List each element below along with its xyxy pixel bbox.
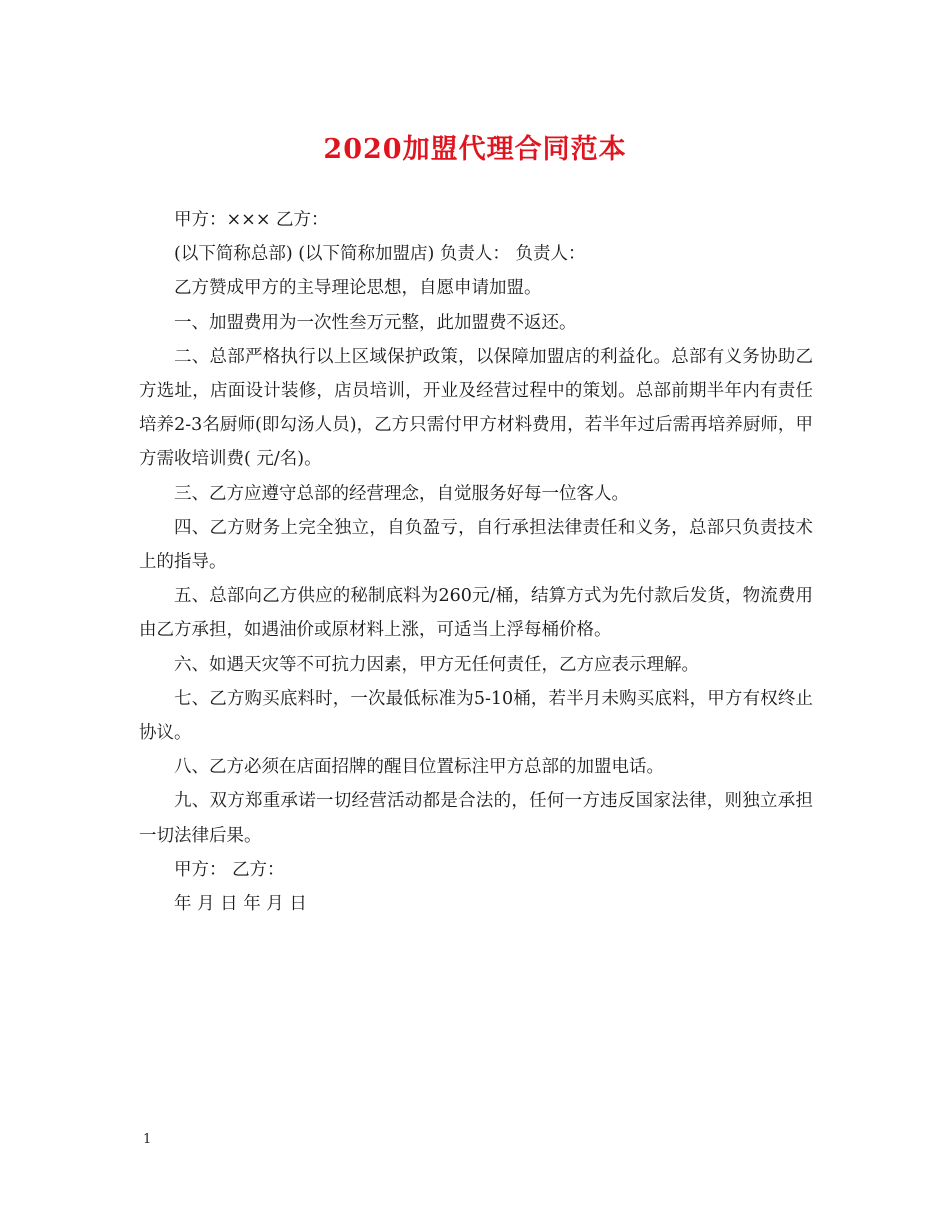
paragraph-clause-6: 六、如遇天灾等不可抗力因素，甲方无任何责任，乙方应表示理解。	[174, 654, 699, 675]
paragraph-signatures: 甲方： 乙方：	[174, 859, 285, 880]
paragraph-clause-4: 四、乙方财务上完全独立，自负盈亏，自行承担法律责任和义务，总部只负责技术上的指导。	[139, 517, 813, 573]
paragraph-clause-2: 二、总部严格执行以上区域保护政策，以保障加盟店的利益化。总部有义务协助乙方选址，店面设计装修，店员培训，开业及经营过程中的策划。总部前期半年内有责任培养2-3名厨师(即勾汤人员)，乙方只需付甲方材料费用，若半年过后需再培养厨师，甲方需收培训费( 元/名)。	[139, 346, 813, 470]
document-title: 2020加盟代理合同范本	[323, 134, 627, 165]
paragraph-intro: 乙方赞成甲方的主导理论思想，自愿申请加盟。	[174, 278, 542, 299]
page-number: 1	[143, 1132, 152, 1147]
paragraph-dates: 年 月 日 年 月 日	[174, 894, 307, 915]
paragraph-clause-7: 七、乙方购买底料时，一次最低标准为5-10桶，若半月未购买底料，甲方有权终止协议。	[139, 688, 813, 744]
paragraph-clause-5: 五、总部向乙方供应的秘制底料为260元/桶，结算方式为先付款后发货，物流费用由乙方承担，如遇油价或原材料上涨，可适当上浮每桶价格。	[139, 586, 813, 641]
paragraph-clause-3: 三、乙方应遵守总部的经营理念，自觉服务好每一位客人。	[174, 483, 629, 504]
document-body	[139, 203, 813, 921]
paragraph-clause-8: 八、乙方必须在店面招牌的醒目位置标注甲方总部的加盟电话。	[174, 757, 664, 778]
paragraph-party-aliases: (以下简称总部) (以下简称加盟店) 负责人： 负责人：	[174, 244, 586, 265]
paragraph-clause-1: 一、加盟费用为一次性叁万元整，此加盟费不返还。	[174, 312, 577, 333]
paragraph-clause-9: 九、双方郑重承诺一切经营活动都是合法的，任何一方违反国家法律，则独立承担一切法律后果。	[139, 791, 813, 846]
paragraph-party-names: 甲方：××× 乙方：	[174, 210, 329, 230]
